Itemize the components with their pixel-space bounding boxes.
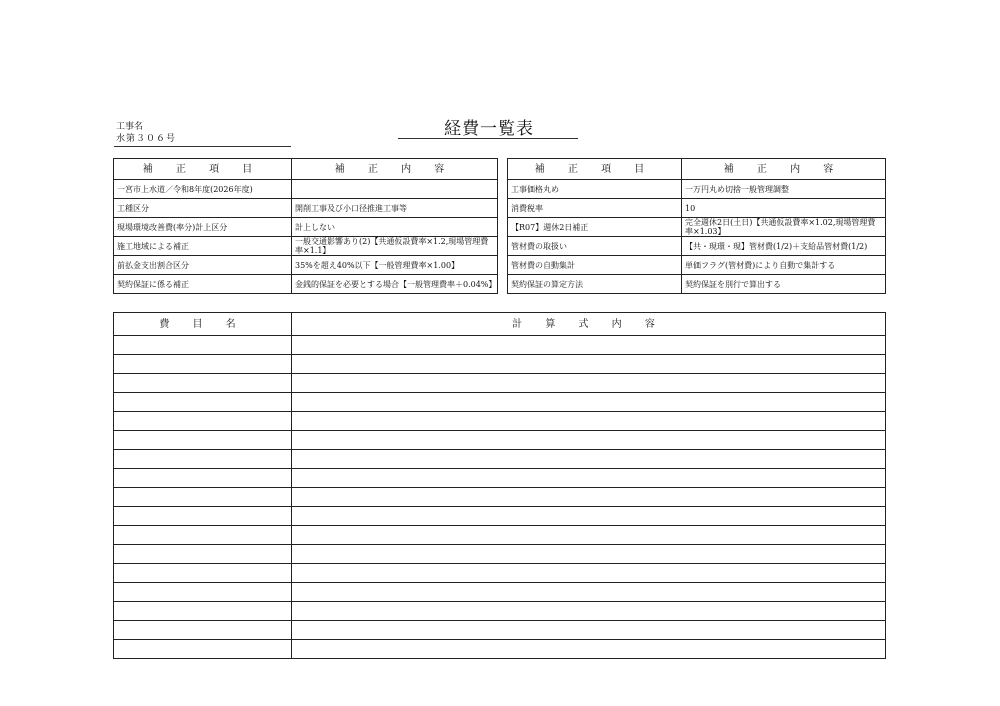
correction-item-cell: 前払金支出割合区分 — [114, 256, 292, 275]
project-label: 工事名 — [116, 122, 144, 132]
formula-cell — [292, 336, 886, 355]
formula-cell — [292, 469, 886, 488]
table-row — [508, 275, 886, 294]
correction-item-cell: 管材費の自動集計 — [508, 256, 682, 275]
cost-name-cell — [114, 488, 292, 507]
formula-cell — [292, 545, 886, 564]
cost-name-cell — [114, 602, 292, 621]
column-header-content: 補 正 内 容 — [682, 159, 886, 180]
table-row — [508, 199, 886, 218]
correction-table-left — [113, 158, 498, 294]
table-row — [114, 488, 886, 507]
table-row — [114, 256, 498, 275]
cost-name-cell — [114, 526, 292, 545]
table-row — [508, 237, 886, 256]
correction-table-right — [507, 158, 886, 294]
cost-name-cell — [114, 450, 292, 469]
table-row — [114, 640, 886, 659]
correction-item-cell: 管材費の取扱い — [508, 237, 682, 256]
column-header-item: 補 正 項 目 — [114, 159, 292, 180]
correction-content-cell: 単価フラグ(管材費)により自動で集計する — [682, 256, 886, 275]
column-header-item: 補 正 項 目 — [508, 159, 682, 180]
formula-cell — [292, 602, 886, 621]
title-underline — [398, 138, 578, 139]
table-row — [114, 218, 498, 237]
correction-content-cell: 完全週休2日(土日)【共通仮設費率×1.02,現場管理費率×1.03】 — [682, 218, 886, 237]
table-row — [114, 355, 886, 374]
table-row — [114, 374, 886, 393]
formula-cell — [292, 431, 886, 450]
table-row — [114, 393, 886, 412]
column-header-content: 補 正 内 容 — [292, 159, 498, 180]
cost-name-cell — [114, 412, 292, 431]
correction-content-cell: 10 — [682, 199, 886, 218]
table-row — [114, 507, 886, 526]
table-row — [508, 180, 886, 199]
correction-item-cell: 一宮市上水道／令和8年度(2026年度) — [114, 180, 292, 199]
formula-cell — [292, 488, 886, 507]
formula-cell — [292, 393, 886, 412]
table-row — [114, 180, 498, 199]
formula-cell — [292, 412, 886, 431]
table-row — [114, 564, 886, 583]
correction-content-cell: 【共・現環・現】管材費(1/2)＋支給品管材費(1/2) — [682, 237, 886, 256]
correction-content-cell: 開削工事及び小口径推進工事等 — [292, 199, 498, 218]
formula-cell — [292, 450, 886, 469]
cost-name-cell — [114, 431, 292, 450]
table-row — [114, 545, 886, 564]
table-row — [114, 450, 886, 469]
correction-content-cell: 契約保証を別行で算出する — [682, 275, 886, 294]
correction-item-cell: 消費税率 — [508, 199, 682, 218]
table-header-row — [114, 159, 498, 180]
table-header-row — [114, 313, 886, 336]
correction-item-cell: 現場環境改善費(率分)計上区分 — [114, 218, 292, 237]
table-row — [114, 621, 886, 640]
formula-cell — [292, 621, 886, 640]
table-row — [114, 526, 886, 545]
cost-name-cell — [114, 469, 292, 488]
table-row — [114, 336, 886, 355]
correction-item-cell: 契約保証の算定方法 — [508, 275, 682, 294]
table-row — [114, 199, 498, 218]
cost-name-cell — [114, 355, 292, 374]
correction-content-cell — [292, 180, 498, 199]
table-header-row — [508, 159, 886, 180]
cost-name-cell — [114, 507, 292, 526]
formula-cell — [292, 526, 886, 545]
table-row — [114, 583, 886, 602]
cost-name-cell — [114, 640, 292, 659]
cost-name-cell — [114, 374, 292, 393]
table-row — [508, 256, 886, 275]
correction-content-cell: 35%を超え40%以下【一般管理費率×1.00】 — [292, 256, 498, 275]
cost-name-cell — [114, 393, 292, 412]
formula-cell — [292, 564, 886, 583]
cost-table — [113, 312, 886, 659]
cost-name-cell — [114, 545, 292, 564]
correction-content-cell: 計上しない — [292, 218, 498, 237]
cost-name-cell — [114, 564, 292, 583]
correction-content-cell: 一万円丸め切捨一般管理調整 — [682, 180, 886, 199]
formula-cell — [292, 583, 886, 602]
project-underline — [114, 146, 291, 147]
correction-item-cell: 【R07】週休2日補正 — [508, 218, 682, 237]
correction-item-cell: 工事価格丸め — [508, 180, 682, 199]
formula-cell — [292, 507, 886, 526]
cost-name-cell — [114, 621, 292, 640]
formula-cell — [292, 374, 886, 393]
project-name: 水第３０６号 — [116, 134, 177, 144]
cost-name-cell — [114, 336, 292, 355]
cost-name-cell — [114, 583, 292, 602]
correction-item-cell: 契約保証に係る補正 — [114, 275, 292, 294]
table-row — [114, 275, 498, 294]
table-row — [114, 469, 886, 488]
table-row — [508, 218, 886, 237]
table-row — [114, 237, 498, 256]
column-header-cost-name: 費 目 名 — [114, 313, 292, 336]
column-header-formula: 計 算 式 内 容 — [292, 313, 886, 336]
page-title: 経費一覧表 — [444, 119, 534, 139]
correction-content-cell: 一般交通影響あり(2)【共通仮設費率×1.2,現場管理費率×1.1】 — [292, 237, 498, 256]
correction-item-cell: 工種区分 — [114, 199, 292, 218]
table-row — [114, 431, 886, 450]
correction-item-cell: 施工地域による補正 — [114, 237, 292, 256]
formula-cell — [292, 355, 886, 374]
formula-cell — [292, 640, 886, 659]
table-row — [114, 602, 886, 621]
correction-content-cell: 金銭的保証を必要とする場合【一般管理費率＋0.04%】 — [292, 275, 498, 294]
table-row — [114, 412, 886, 431]
